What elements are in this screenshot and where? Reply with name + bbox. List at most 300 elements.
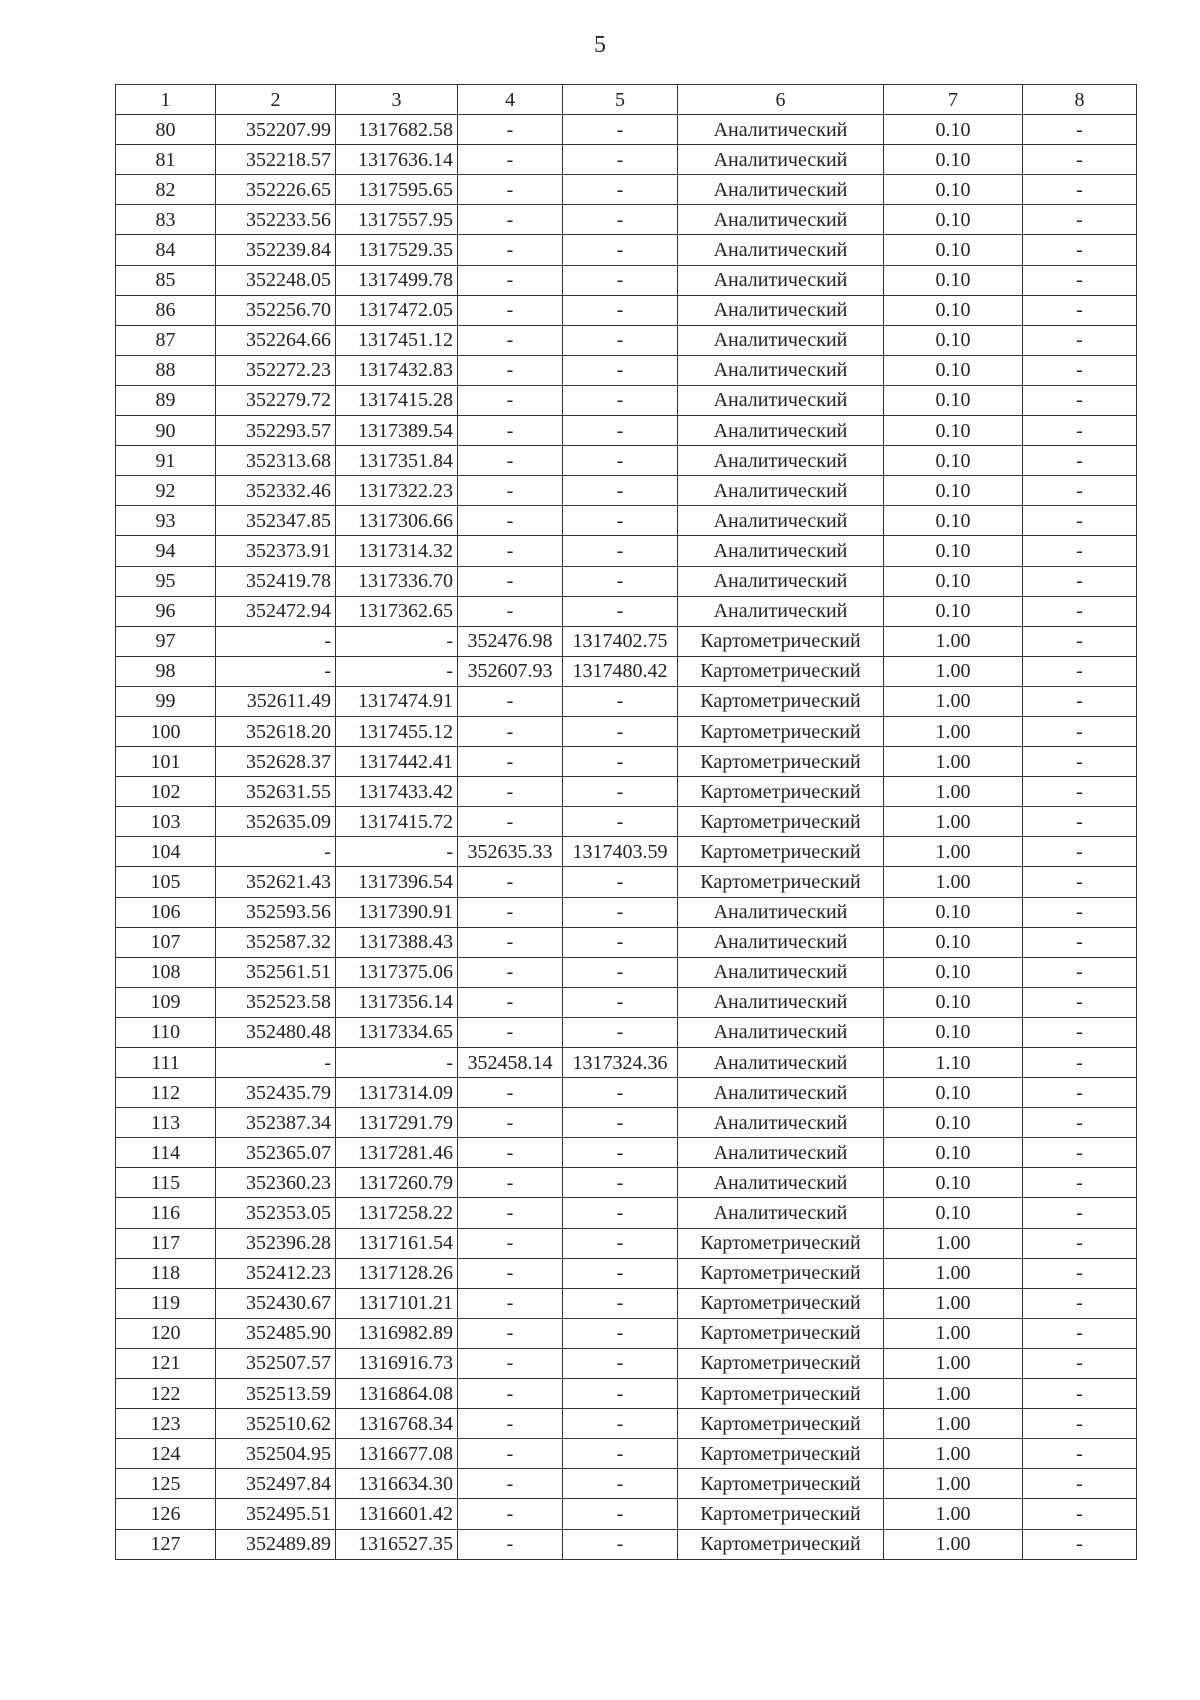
cell-y-coord-alt: 1317402.75 [563,626,678,656]
cell-y-coord: 1317362.65 [336,596,458,626]
cell-point-number: 92 [116,476,216,506]
header-col-3: 3 [336,85,458,115]
cell-y-coord-alt: - [563,235,678,265]
table-row [116,205,1137,235]
cell-y-coord-alt: - [563,265,678,295]
cell-x-coord-alt: 352607.93 [458,656,563,686]
cell-accuracy: 0.10 [884,1078,1023,1108]
cell-x-coord: 352419.78 [216,566,336,596]
cell-description: - [1023,385,1137,415]
cell-accuracy: 1.00 [884,626,1023,656]
table-row [116,987,1137,1017]
cell-y-coord-alt: - [563,1318,678,1348]
cell-y-coord-alt: - [563,355,678,385]
cell-accuracy: 0.10 [884,566,1023,596]
cell-description: - [1023,476,1137,506]
cell-y-coord: 1317351.84 [336,446,458,476]
header-col-2: 2 [216,85,336,115]
cell-x-coord-alt: - [458,1017,563,1047]
cell-x-coord-alt: - [458,1228,563,1258]
cell-accuracy: 0.10 [884,115,1023,145]
cell-description: - [1023,416,1137,446]
cell-x-coord: 352347.85 [216,506,336,536]
cell-description: - [1023,1379,1137,1409]
cell-x-coord-alt: - [458,716,563,746]
cell-description: - [1023,1409,1137,1439]
cell-y-coord: 1317375.06 [336,957,458,987]
cell-description: - [1023,837,1137,867]
cell-x-coord-alt: - [458,1348,563,1378]
cell-description: - [1023,1258,1137,1288]
cell-method: Картометрический [678,1469,884,1499]
cell-y-coord: 1317433.42 [336,777,458,807]
cell-point-number: 112 [116,1078,216,1108]
cell-x-coord: 352621.43 [216,867,336,897]
table-row [116,175,1137,205]
cell-description: - [1023,897,1137,927]
cell-x-coord: 352523.58 [216,987,336,1017]
cell-accuracy: 1.10 [884,1048,1023,1078]
cell-x-coord-alt: - [458,416,563,446]
cell-accuracy: 1.00 [884,837,1023,867]
cell-method: Картометрический [678,1318,884,1348]
cell-description: - [1023,1499,1137,1529]
table-row [116,1228,1137,1258]
cell-y-coord: 1317336.70 [336,566,458,596]
cell-y-coord: 1316982.89 [336,1318,458,1348]
table-row [116,1288,1137,1318]
table-row [116,1168,1137,1198]
cell-point-number: 91 [116,446,216,476]
cell-point-number: 87 [116,325,216,355]
table-row [116,656,1137,686]
cell-point-number: 99 [116,686,216,716]
cell-method: Картометрический [678,807,884,837]
cell-x-coord-alt: 352635.33 [458,837,563,867]
cell-accuracy: 0.10 [884,1017,1023,1047]
cell-y-coord-alt: - [563,747,678,777]
page-number: 5 [594,32,606,58]
cell-description: - [1023,1318,1137,1348]
cell-y-coord: 1317260.79 [336,1168,458,1198]
cell-y-coord: 1316768.34 [336,1409,458,1439]
cell-description: - [1023,566,1137,596]
cell-point-number: 107 [116,927,216,957]
cell-y-coord: 1317499.78 [336,265,458,295]
cell-x-coord-alt: - [458,596,563,626]
cell-y-coord-alt: - [563,927,678,957]
cell-point-number: 116 [116,1198,216,1228]
cell-x-coord: 352480.48 [216,1017,336,1047]
table-row [116,1198,1137,1228]
cell-x-coord: 352365.07 [216,1138,336,1168]
cell-x-coord: 352635.09 [216,807,336,837]
cell-description: - [1023,265,1137,295]
cell-x-coord: 352495.51 [216,1499,336,1529]
table-row [116,716,1137,746]
cell-y-coord: - [336,656,458,686]
cell-y-coord-alt: - [563,1469,678,1499]
cell-y-coord-alt: - [563,1499,678,1529]
cell-y-coord-alt: - [563,1348,678,1378]
cell-x-coord: 352504.95 [216,1439,336,1469]
cell-x-coord: 352435.79 [216,1078,336,1108]
cell-x-coord: 352332.46 [216,476,336,506]
cell-method: Картометрический [678,777,884,807]
cell-x-coord-alt: - [458,355,563,385]
cell-point-number: 120 [116,1318,216,1348]
cell-y-coord: 1317334.65 [336,1017,458,1047]
cell-y-coord: 1317442.41 [336,747,458,777]
table-row [116,1048,1137,1078]
cell-point-number: 113 [116,1108,216,1138]
cell-description: - [1023,987,1137,1017]
cell-x-coord-alt: - [458,536,563,566]
cell-accuracy: 1.00 [884,1409,1023,1439]
header-col-6: 6 [678,85,884,115]
cell-accuracy: 0.10 [884,506,1023,536]
table-row [116,867,1137,897]
cell-x-coord: 352628.37 [216,747,336,777]
cell-x-coord-alt: - [458,145,563,175]
cell-point-number: 95 [116,566,216,596]
cell-description: - [1023,1348,1137,1378]
cell-y-coord: 1317472.05 [336,295,458,325]
cell-y-coord-alt: - [563,1288,678,1318]
table-row [116,747,1137,777]
cell-accuracy: 1.00 [884,1469,1023,1499]
header-col-7: 7 [884,85,1023,115]
cell-y-coord-alt: - [563,1078,678,1108]
cell-accuracy: 1.00 [884,867,1023,897]
cell-y-coord: 1317474.91 [336,686,458,716]
cell-point-number: 97 [116,626,216,656]
table-row [116,1348,1137,1378]
cell-x-coord: 352611.49 [216,686,336,716]
cell-description: - [1023,536,1137,566]
cell-accuracy: 0.10 [884,385,1023,415]
table-row [116,506,1137,536]
cell-method: Аналитический [678,596,884,626]
cell-accuracy: 1.00 [884,807,1023,837]
cell-x-coord-alt: - [458,1288,563,1318]
cell-point-number: 123 [116,1409,216,1439]
cell-method: Аналитический [678,566,884,596]
cell-point-number: 80 [116,115,216,145]
table-row [116,235,1137,265]
table-row [116,686,1137,716]
cell-point-number: 88 [116,355,216,385]
cell-x-coord: 352497.84 [216,1469,336,1499]
cell-x-coord: 352618.20 [216,716,336,746]
cell-x-coord: 352293.57 [216,416,336,446]
cell-x-coord-alt: - [458,777,563,807]
cell-y-coord: 1317451.12 [336,325,458,355]
cell-method: Картометрический [678,867,884,897]
cell-method: Аналитический [678,325,884,355]
table-row [116,1138,1137,1168]
table-row [116,957,1137,987]
table-row [116,1108,1137,1138]
cell-y-coord-alt: - [563,1228,678,1258]
cell-method: Картометрический [678,1529,884,1559]
cell-description: - [1023,927,1137,957]
cell-method: Аналитический [678,1048,884,1078]
cell-point-number: 127 [116,1529,216,1559]
cell-x-coord: 352207.99 [216,115,336,145]
table-row [116,536,1137,566]
cell-method: Аналитический [678,1138,884,1168]
cell-point-number: 103 [116,807,216,837]
cell-point-number: 111 [116,1048,216,1078]
header-col-8: 8 [1023,85,1137,115]
cell-y-coord-alt: - [563,1168,678,1198]
cell-y-coord: 1317388.43 [336,927,458,957]
cell-method: Аналитический [678,355,884,385]
cell-x-coord: 352631.55 [216,777,336,807]
cell-x-coord: 352248.05 [216,265,336,295]
cell-description: - [1023,145,1137,175]
cell-description: - [1023,656,1137,686]
cell-point-number: 104 [116,837,216,867]
cell-x-coord-alt: - [458,1529,563,1559]
cell-description: - [1023,807,1137,837]
cell-x-coord: 352387.34 [216,1108,336,1138]
cell-description: - [1023,1017,1137,1047]
cell-y-coord-alt: - [563,115,678,145]
header-col-4: 4 [458,85,563,115]
cell-x-coord: 352279.72 [216,385,336,415]
cell-y-coord: - [336,837,458,867]
cell-y-coord-alt: - [563,476,678,506]
cell-point-number: 82 [116,175,216,205]
cell-point-number: 81 [116,145,216,175]
cell-accuracy: 1.00 [884,1258,1023,1288]
cell-y-coord-alt: - [563,566,678,596]
cell-method: Картометрический [678,1499,884,1529]
cell-description: - [1023,205,1137,235]
cell-x-coord-alt: - [458,1499,563,1529]
cell-x-coord-alt: - [458,987,563,1017]
cell-x-coord: 352313.68 [216,446,336,476]
cell-y-coord: 1316916.73 [336,1348,458,1378]
cell-y-coord: 1317396.54 [336,867,458,897]
cell-point-number: 89 [116,385,216,415]
cell-y-coord-alt: - [563,1529,678,1559]
cell-x-coord: 352412.23 [216,1258,336,1288]
cell-y-coord-alt: - [563,716,678,746]
cell-description: - [1023,506,1137,536]
cell-point-number: 90 [116,416,216,446]
cell-y-coord-alt: - [563,295,678,325]
cell-x-coord-alt: - [458,325,563,355]
cell-x-coord-alt: - [458,566,563,596]
cell-method: Картометрический [678,716,884,746]
cell-y-coord: 1317291.79 [336,1108,458,1138]
cell-y-coord: 1317595.65 [336,175,458,205]
cell-point-number: 110 [116,1017,216,1047]
table-row [116,265,1137,295]
cell-y-coord: 1317314.09 [336,1078,458,1108]
table-row [116,295,1137,325]
cell-x-coord-alt: - [458,385,563,415]
cell-y-coord-alt: - [563,1439,678,1469]
cell-accuracy: 0.10 [884,1168,1023,1198]
cell-point-number: 125 [116,1469,216,1499]
cell-x-coord: - [216,656,336,686]
cell-y-coord: 1316677.08 [336,1439,458,1469]
cell-x-coord: 352489.89 [216,1529,336,1559]
cell-y-coord: 1317322.23 [336,476,458,506]
cell-description: - [1023,1228,1137,1258]
cell-x-coord: - [216,626,336,656]
cell-y-coord-alt: - [563,1379,678,1409]
cell-x-coord-alt: - [458,1108,563,1138]
cell-x-coord-alt: - [458,265,563,295]
cell-point-number: 100 [116,716,216,746]
cell-accuracy: 1.00 [884,1499,1023,1529]
table-row [116,1017,1137,1047]
cell-accuracy: 0.10 [884,145,1023,175]
cell-description: - [1023,175,1137,205]
table-row [116,1318,1137,1348]
cell-y-coord-alt: 1317480.42 [563,656,678,686]
cell-point-number: 109 [116,987,216,1017]
table-row [116,1499,1137,1529]
cell-x-coord-alt: - [458,686,563,716]
cell-accuracy: 1.00 [884,1288,1023,1318]
cell-accuracy: 0.10 [884,325,1023,355]
cell-x-coord-alt: - [458,115,563,145]
cell-x-coord-alt: - [458,1078,563,1108]
cell-x-coord-alt: - [458,446,563,476]
cell-x-coord: 352360.23 [216,1168,336,1198]
cell-point-number: 94 [116,536,216,566]
cell-method: Аналитический [678,1017,884,1047]
cell-description: - [1023,1198,1137,1228]
cell-description: - [1023,355,1137,385]
cell-point-number: 122 [116,1379,216,1409]
cell-y-coord-alt: - [563,777,678,807]
cell-x-coord-alt: - [458,1138,563,1168]
cell-description: - [1023,446,1137,476]
cell-point-number: 105 [116,867,216,897]
cell-x-coord-alt: - [458,1439,563,1469]
cell-x-coord-alt: - [458,1469,563,1499]
cell-y-coord: 1317390.91 [336,897,458,927]
cell-x-coord-alt: - [458,1198,563,1228]
cell-description: - [1023,747,1137,777]
cell-y-coord: 1317389.54 [336,416,458,446]
cell-method: Картометрический [678,686,884,716]
cell-accuracy: 0.10 [884,446,1023,476]
table-row [116,897,1137,927]
cell-x-coord: 352593.56 [216,897,336,927]
cell-x-coord-alt: - [458,295,563,325]
table-row [116,837,1137,867]
cell-accuracy: 1.00 [884,656,1023,686]
cell-accuracy: 0.10 [884,205,1023,235]
cell-y-coord: 1317128.26 [336,1258,458,1288]
cell-description: - [1023,1108,1137,1138]
cell-method: Аналитический [678,385,884,415]
cell-method: Картометрический [678,656,884,686]
cell-description: - [1023,777,1137,807]
cell-x-coord: 352218.57 [216,145,336,175]
cell-y-coord-alt: - [563,867,678,897]
cell-method: Аналитический [678,1078,884,1108]
cell-x-coord: 352239.84 [216,235,336,265]
cell-point-number: 114 [116,1138,216,1168]
table-row [116,416,1137,446]
cell-point-number: 118 [116,1258,216,1288]
cell-x-coord-alt: - [458,1409,563,1439]
cell-x-coord-alt: - [458,506,563,536]
cell-x-coord-alt: - [458,235,563,265]
cell-description: - [1023,1138,1137,1168]
table-row [116,927,1137,957]
cell-y-coord: 1317557.95 [336,205,458,235]
cell-description: - [1023,1439,1137,1469]
cell-description: - [1023,295,1137,325]
cell-description: - [1023,325,1137,355]
cell-accuracy: 1.00 [884,777,1023,807]
cell-description: - [1023,115,1137,145]
table-row [116,325,1137,355]
cell-y-coord: 1317101.21 [336,1288,458,1318]
cell-x-coord-alt: - [458,1168,563,1198]
cell-method: Картометрический [678,1439,884,1469]
table-row [116,777,1137,807]
cell-point-number: 106 [116,897,216,927]
cell-x-coord-alt: - [458,927,563,957]
cell-y-coord: 1316634.30 [336,1469,458,1499]
cell-accuracy: 0.10 [884,476,1023,506]
cell-x-coord: 352264.66 [216,325,336,355]
cell-description: - [1023,957,1137,987]
cell-accuracy: 0.10 [884,175,1023,205]
cell-x-coord-alt: - [458,205,563,235]
cell-method: Аналитический [678,446,884,476]
cell-x-coord: 352233.56 [216,205,336,235]
cell-accuracy: 0.10 [884,897,1023,927]
cell-point-number: 108 [116,957,216,987]
cell-description: - [1023,1078,1137,1108]
cell-x-coord-alt: - [458,476,563,506]
cell-accuracy: 0.10 [884,355,1023,385]
cell-point-number: 126 [116,1499,216,1529]
cell-x-coord-alt: - [458,747,563,777]
cell-x-coord: 352226.65 [216,175,336,205]
cell-x-coord-alt: - [458,957,563,987]
cell-point-number: 98 [116,656,216,686]
table-row [116,1078,1137,1108]
cell-accuracy: 0.10 [884,1138,1023,1168]
cell-x-coord: 352510.62 [216,1409,336,1439]
cell-method: Аналитический [678,235,884,265]
cell-method: Аналитический [678,265,884,295]
cell-method: Аналитический [678,927,884,957]
cell-point-number: 124 [116,1439,216,1469]
table-body [116,115,1137,1560]
table-row [116,115,1137,145]
cell-y-coord-alt: - [563,1017,678,1047]
cell-method: Картометрический [678,626,884,656]
cell-y-coord: 1317415.28 [336,385,458,415]
cell-x-coord-alt: 352458.14 [458,1048,563,1078]
cell-x-coord: 352353.05 [216,1198,336,1228]
cell-x-coord-alt: - [458,897,563,927]
